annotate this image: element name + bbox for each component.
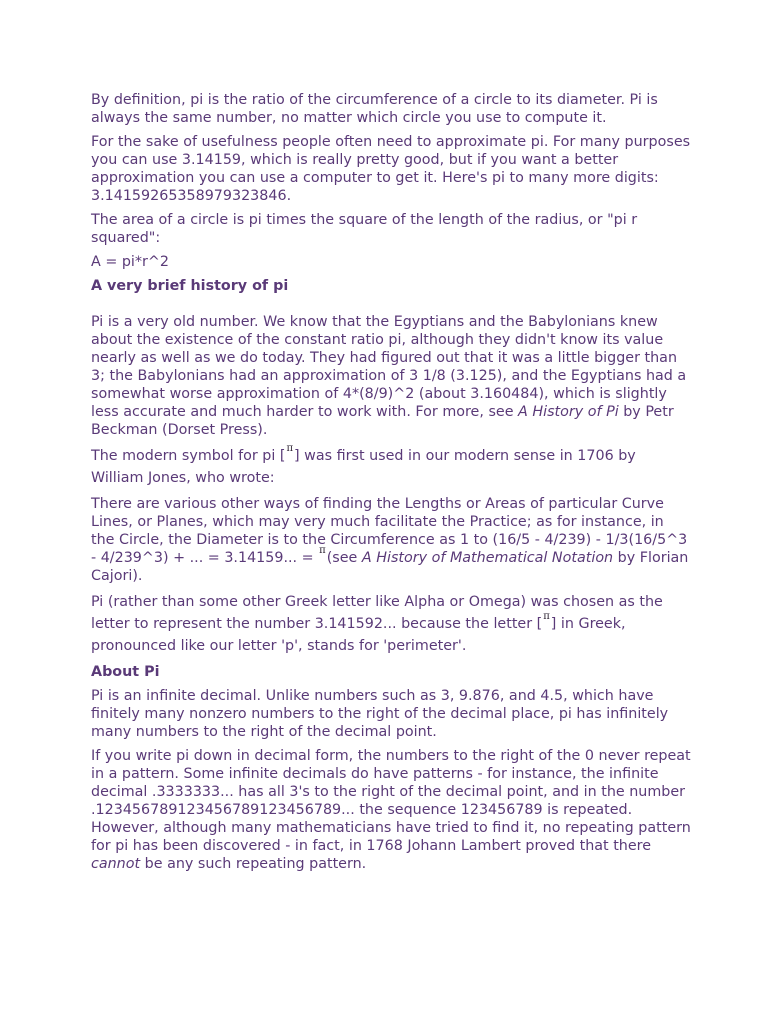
symbol-text-end: ] was first used in our modern sense in 1706 by William Jones, who wrote:: [91, 448, 636, 486]
jones-quote-tail: by Florian Cajori).: [91, 550, 689, 584]
intro-paragraph-definition: By definition, pi is the ratio of the circumference of a circle to its diameter. Pi is always the same number, no matter which circle you use to compute it.: [91, 92, 658, 126]
about-paragraph-patterns: [91, 747, 691, 873]
symbol-text-start: The modern symbol for pi [: [91, 448, 286, 464]
patterns-tail: be any such repeating pattern.: [140, 856, 367, 872]
about-paragraph-infinite: Pi is an infinite decimal. Unlike numbers such as 3, 9.876, and 4.5, which have finitely many nonzero numbers to the right of the decimal place, pi has infinitely many numbers to the right of the decimal point.: [91, 688, 669, 740]
about-heading: About Pi: [91, 664, 160, 680]
pi-symbol-icon: π: [319, 545, 326, 556]
jones-quote-see: (see: [326, 550, 362, 566]
history-ancient-text: Pi is a very old number. We know that the Egyptians and the Babylonians knew about the existence of the constant ratio pi, although they didn't know its value nearly as well as we do today. They had figured out that it was a little bigger than 3; the Babylonians had an approximation of 3 1/8 (3.125), and the Egyptians had a somewhat worse approximation of 4*(8/9)^2 (about 3.160484), which is slightly less accurate and much harder to work with. For more, see: [91, 314, 687, 420]
history-paragraph-ancient: [91, 313, 691, 439]
document-page: [91, 91, 691, 879]
intro-paragraph-area: The area of a circle is pi times the square of the length of the radius, or "pi r squared":: [91, 212, 638, 246]
jones-quote-text: There are various other ways of finding the Lengths or Areas of particular Curve Lines, or Planes, which may very much facilitate the Practice; as for instance, in the Circle, the Diameter is to the Circumference as 1 to (16/5 - 4/239) - 1/3(16/5^3 - 4/239^3) + ... = 3.14159... =: [91, 496, 688, 566]
history-paragraph-symbol: [91, 445, 691, 489]
history-heading: A very brief history of pi: [91, 278, 289, 294]
jones-quote: [91, 495, 691, 585]
book-title-history-of-pi: A History of Pi: [518, 404, 619, 420]
history-ancient-tail: by Petr Beckman (Dorset Press).: [91, 404, 674, 438]
book-title-mathematical-notation: A History of Mathematical Notation: [361, 550, 614, 566]
patterns-text: If you write pi down in decimal form, the numbers to the right of the 0 never repeat in a pattern. Some infinite decimals do have patterns - for instance, the infinite decimal .3333333... has all 3's to the right of the decimal point, and in the number .123456789123456789123456789... the sequence 123456789 is repeated. However, although many mathematicians have tried to find it, no repeating pattern for pi has been discovered - in fact, in 1768 Johann Lambert proved that there: [91, 748, 691, 854]
area-formula: A = pi*r^2: [91, 254, 169, 270]
perimeter-text-start: Pi (rather than some other Greek letter like Alpha or Omega) was chosen as the letter to represent the number 3.141592... because the letter [: [91, 594, 663, 632]
history-paragraph-perimeter: [91, 591, 691, 657]
intro-paragraph-approximation: For the sake of usefulness people often need to approximate pi. For many purposes you can use 3.14159, which is really pretty good, but if you want a better approximation you can use a computer to get it. Here's pi to many more digits: 3.14159265358979323846.: [91, 134, 691, 204]
pi-symbol-icon: π: [543, 611, 550, 622]
spacer: [91, 301, 691, 313]
perimeter-text-end: ] in Greek, pronounced like our letter 'p', stands for 'perimeter'.: [91, 616, 626, 654]
pi-symbol-icon: π: [286, 443, 294, 454]
patterns-emphasis: cannot: [91, 856, 141, 872]
